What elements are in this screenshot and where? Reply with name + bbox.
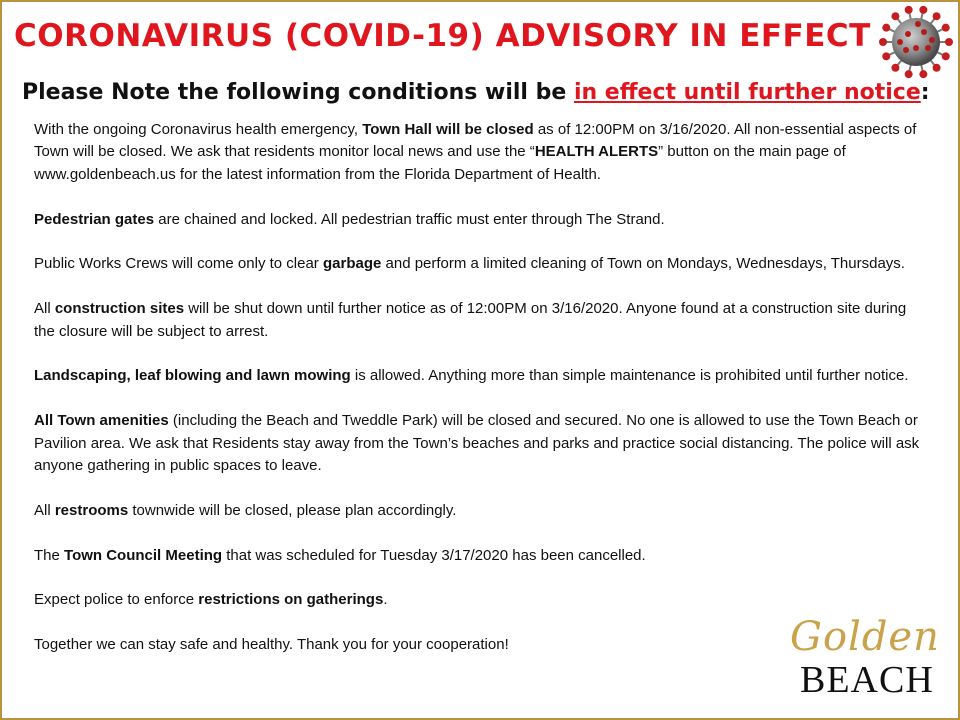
text-run: The [34,546,65,564]
bold-text: Landscaping, leaf blowing and lawn mowing [34,367,351,385]
bold-text: Pedestrian gates [34,210,155,228]
notice-highlight: in effect until further notice [573,80,921,105]
advisory-paragraph [34,500,924,522]
logo-beach-text: BEACH [800,659,934,701]
bold-text: All Town amenities [34,412,169,430]
advisory-title: CORONAVIRUS (COVID-19) ADVISORY IN EFFECT [14,18,871,54]
bold-text: construction sites [54,300,185,318]
bold-text: HEALTH ALERTS [534,143,659,161]
text-run: that was scheduled for Tuesday 3/17/2020 has been cancelled. [222,546,646,564]
notice-prefix: Please Note the following conditions will be [22,80,574,105]
text-run: . [383,591,388,609]
advisory-paragraph [34,589,924,611]
text-run: Public Works Crews will come only to clear [34,255,323,273]
notice-suffix: : [920,80,930,105]
text-run: Together we can stay safe and healthy. Thank you for your cooperation! [34,636,509,654]
text-run: as of 12:00PM on 3/16/2020. All non-essential aspects of Town will be closed. We ask that residents monitor local news and use the “ [34,121,917,161]
advisory-paragraph [34,545,924,567]
logo-golden-text: Golden [790,614,940,660]
bold-text: garbage [322,255,382,273]
coronavirus-icon [878,4,954,80]
bold-text: Town Council Meeting [64,546,223,564]
golden-beach-logo [780,614,940,700]
text-run: All [34,300,55,318]
text-run: (including the Beach and Tweddle Park) will be closed and secured. No one is allowed to use the Town Beach or Pavilion area. We ask that Residents stay away from the Town’s beaches and parks and practice social distancing. The police will ask anyone gathering in public spaces to leave. [34,412,920,475]
advisory-paragraph [34,209,924,231]
bold-text: Town Hall will be closed [362,121,534,138]
text-run: are chained and locked. All pedestrian traffic must enter through The Strand. [154,210,665,228]
text-run: will be shut down until further notice as of 12:00PM on 3/16/2020. Anyone found at a construction site during the closure will be subject to arrest. [34,300,907,340]
text-run: ” button on the main page of www.goldenbeach.us for the latest information from the Florida Department of Health. [34,143,846,183]
text-run: is allowed. Anything more than simple maintenance is prohibited until further notice. [350,367,909,385]
advisory-paragraph [34,253,924,275]
advisory-paragraph [34,365,924,387]
text-run: townwide will be closed, please plan accordingly. [128,501,457,519]
notice-heading [22,80,930,105]
bold-text: restrictions on gatherings [198,591,384,609]
text-run: and perform a limited cleaning of Town on Mondays, Wednesdays, Thursdays. [381,255,905,273]
text-run: Expect police to enforce [34,591,199,609]
bold-text: restrooms [54,501,129,519]
text-run: All [34,501,55,519]
advisory-paragraph [34,410,924,477]
advisory-paragraph [34,119,924,186]
advisory-paragraph [34,298,924,343]
text-run: With the ongoing Coronavirus health emergency, [34,121,363,138]
advisory-body [34,119,924,679]
